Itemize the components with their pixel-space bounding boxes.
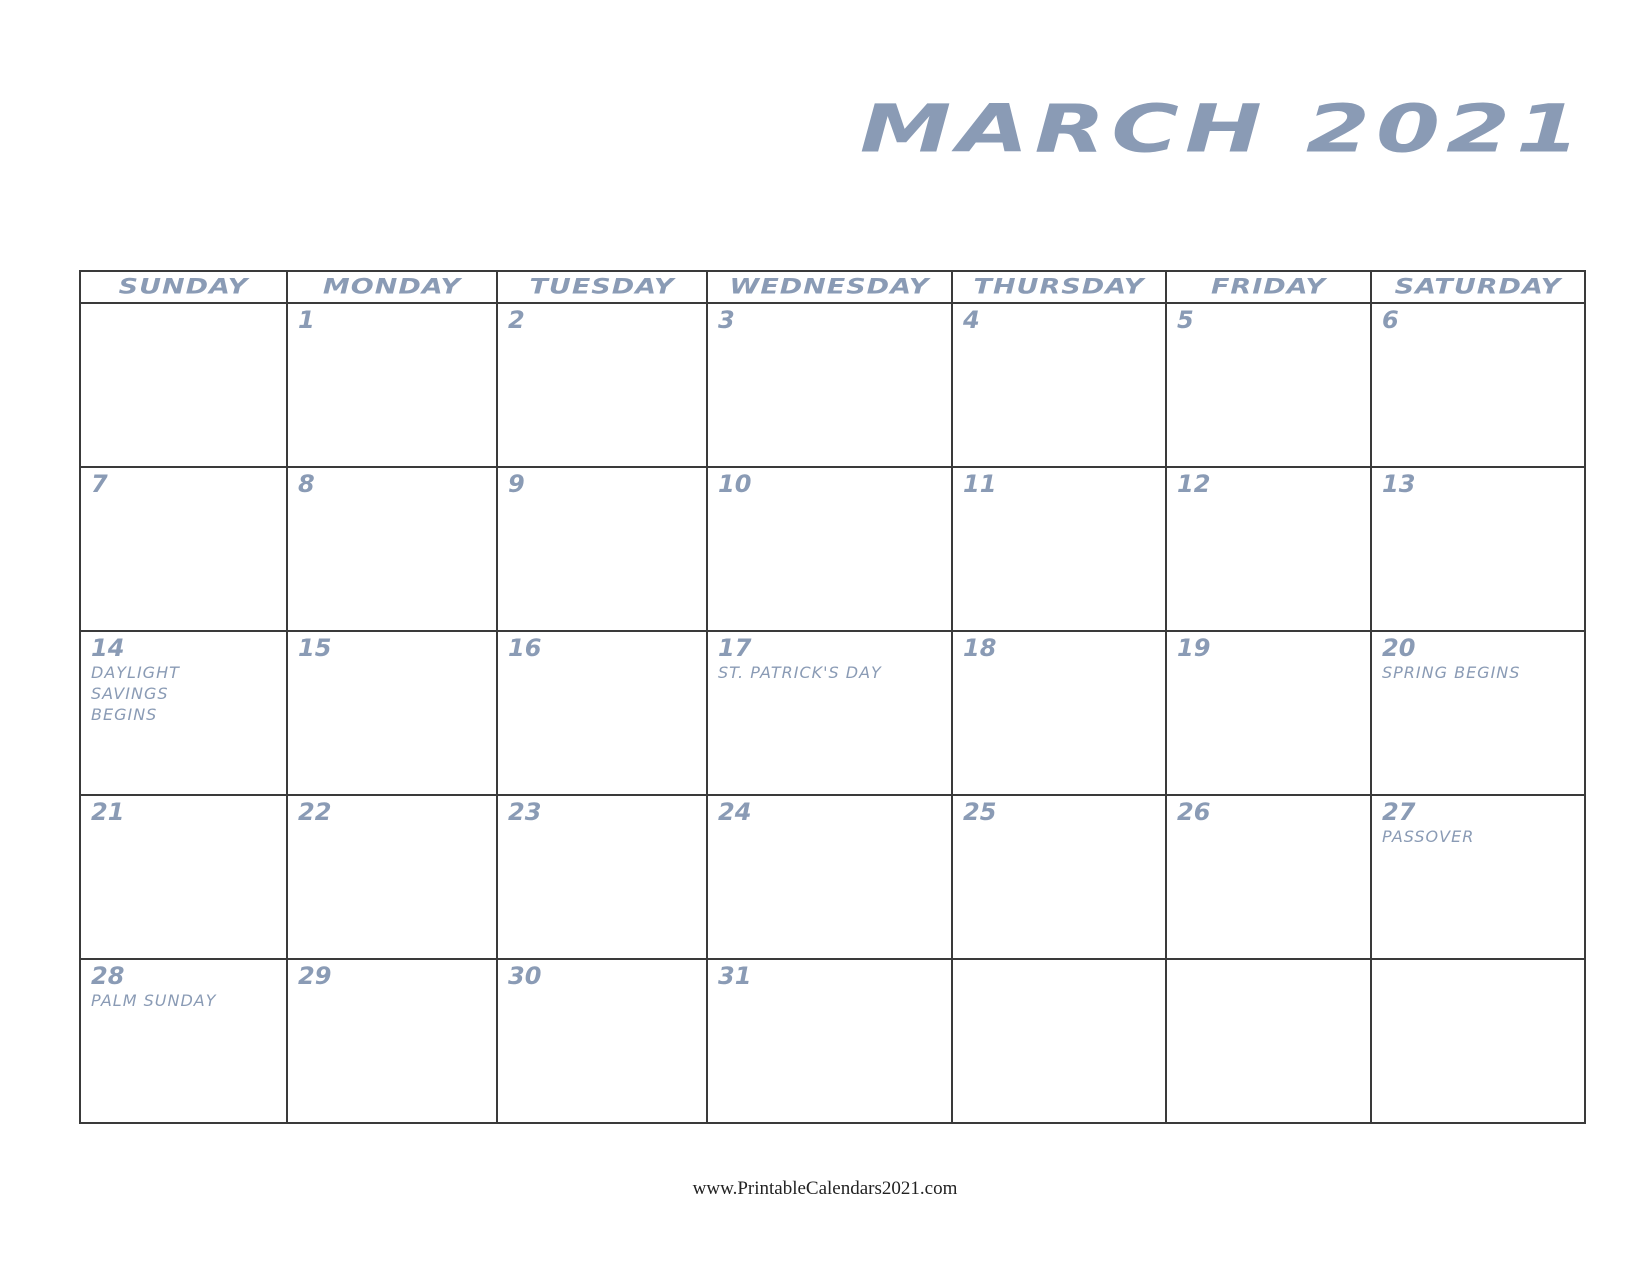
day-number: 18: [963, 634, 997, 662]
day-number: 5: [1177, 306, 1194, 334]
day-number: 27: [1382, 798, 1416, 826]
weekday-header-sunday: [80, 271, 287, 303]
day-event: DAYLIGHT SAVINGS BEGINS: [91, 663, 180, 724]
day-number: 16: [508, 634, 542, 662]
day-cell: [1371, 795, 1585, 959]
day-number: 9: [508, 470, 525, 498]
day-number: 4: [963, 306, 980, 334]
weekday-label: THURSDAY: [973, 274, 1145, 299]
footer-url: www.PrintableCalendars2021.com: [692, 1178, 958, 1199]
day-number: 7: [91, 470, 108, 498]
day-cell: [287, 959, 497, 1123]
day-cell: [952, 959, 1166, 1123]
day-cell: [1166, 631, 1371, 795]
day-number: 28: [91, 962, 125, 990]
day-number: 15: [298, 634, 332, 662]
weekday-header-row: [80, 271, 1585, 303]
week-row-5: [80, 959, 1585, 1123]
day-cell: [1371, 303, 1585, 467]
day-cell: [287, 303, 497, 467]
day-cell: [80, 467, 287, 631]
week-row-1: [80, 303, 1585, 467]
day-cell: [497, 959, 707, 1123]
day-number: 8: [298, 470, 315, 498]
day-number: 12: [1177, 470, 1211, 498]
day-number: 26: [1177, 798, 1211, 826]
day-number: 2: [508, 306, 525, 334]
day-event: PASSOVER: [1382, 827, 1475, 846]
day-event: ST. PATRICK'S DAY: [718, 663, 882, 682]
day-cell: [707, 795, 952, 959]
day-number: 14: [91, 634, 125, 662]
day-cell: [287, 795, 497, 959]
day-cell: [80, 631, 287, 795]
weekday-label: SUNDAY: [118, 274, 249, 299]
day-cell: [287, 467, 497, 631]
day-cell: [1166, 795, 1371, 959]
day-number: 23: [508, 798, 542, 826]
day-number: 31: [718, 962, 752, 990]
day-number: 19: [1177, 634, 1211, 662]
weekday-header-saturday: [1371, 271, 1585, 303]
day-cell: [497, 631, 707, 795]
weekday-header-friday: [1166, 271, 1371, 303]
calendar-grid: [79, 270, 1586, 1124]
day-cell: [952, 631, 1166, 795]
day-cell: [80, 795, 287, 959]
weekday-label: FRIDAY: [1210, 274, 1327, 299]
day-cell: [497, 795, 707, 959]
day-number: 20: [1382, 634, 1416, 662]
week-row-2: [80, 467, 1585, 631]
day-cell: [287, 631, 497, 795]
day-cell: [497, 303, 707, 467]
week-row-3: [80, 631, 1585, 795]
day-cell: [497, 467, 707, 631]
weekday-label: SATURDAY: [1394, 274, 1562, 299]
weekday-header-wednesday: [707, 271, 952, 303]
day-number: 13: [1382, 470, 1416, 498]
day-cell: [952, 303, 1166, 467]
day-cell: [1166, 959, 1371, 1123]
day-cell: [707, 631, 952, 795]
weekday-header-tuesday: [497, 271, 707, 303]
day-number: 10: [718, 470, 752, 498]
weekday-label: WEDNESDAY: [729, 274, 930, 299]
day-event: PALM SUNDAY: [91, 991, 217, 1010]
day-number: 11: [963, 470, 997, 498]
day-number: 6: [1382, 306, 1399, 334]
day-cell: [1166, 303, 1371, 467]
day-number: 17: [718, 634, 752, 662]
day-number: 3: [718, 306, 735, 334]
day-cell: [1371, 467, 1585, 631]
day-number: 25: [963, 798, 997, 826]
calendar-title: MARCH 2021: [859, 90, 1586, 168]
day-cell: [1166, 467, 1371, 631]
weekday-header-monday: [287, 271, 497, 303]
day-cell: [80, 959, 287, 1123]
day-number: 22: [298, 798, 332, 826]
day-cell: [80, 303, 287, 467]
weekday-label: TUESDAY: [529, 274, 675, 299]
day-event: SPRING BEGINS: [1382, 663, 1521, 682]
weekday-header-thursday: [952, 271, 1166, 303]
day-cell: [1371, 631, 1585, 795]
week-row-4: [80, 795, 1585, 959]
weekday-label: MONDAY: [322, 274, 462, 299]
day-cell: [952, 467, 1166, 631]
day-cell: [707, 303, 952, 467]
day-number: 21: [91, 798, 125, 826]
day-cell: [707, 959, 952, 1123]
day-number: 1: [298, 306, 315, 334]
day-number: 29: [298, 962, 332, 990]
day-cell: [1371, 959, 1585, 1123]
day-number: 24: [718, 798, 752, 826]
day-number: 30: [508, 962, 542, 990]
day-cell: [707, 467, 952, 631]
day-cell: [952, 795, 1166, 959]
